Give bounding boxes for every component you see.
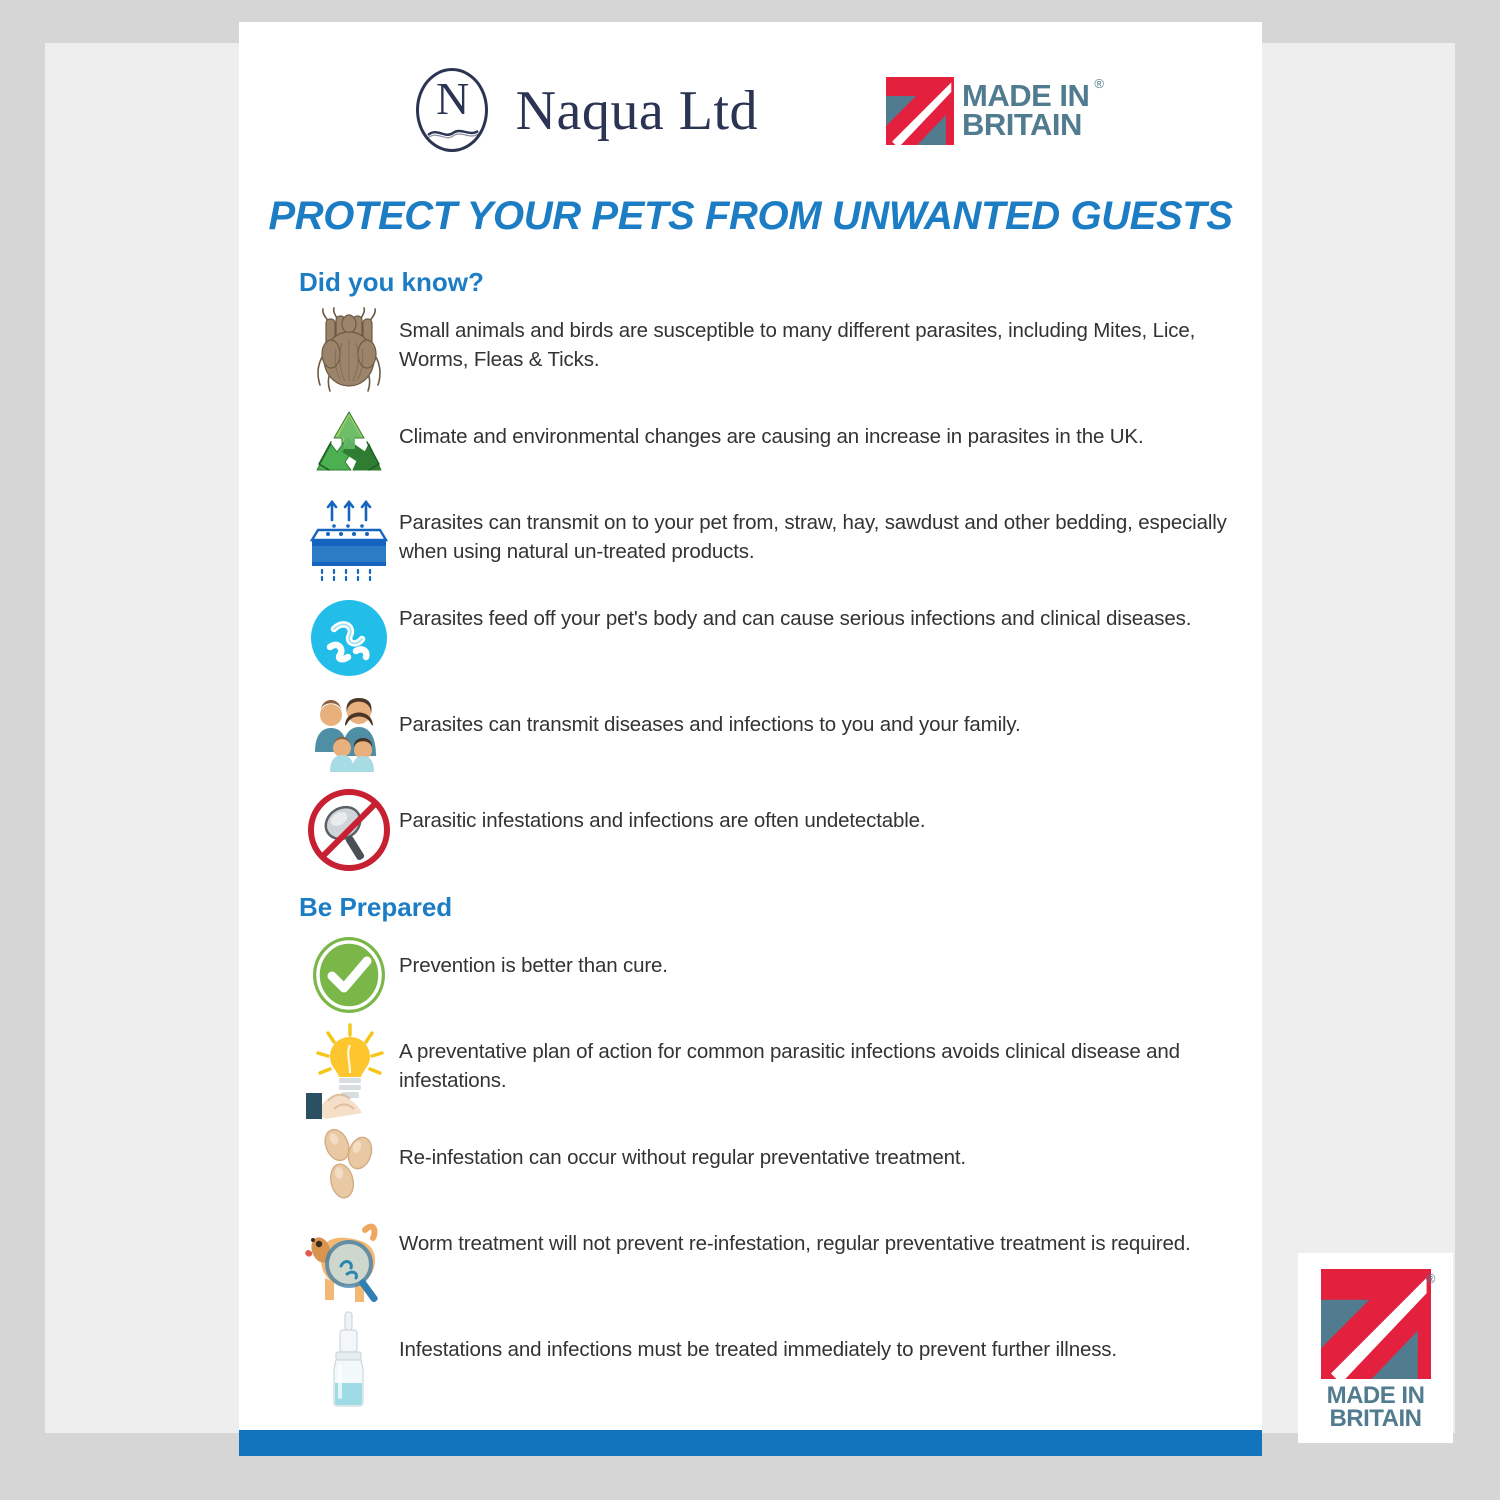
dropper-bottle-icon: [299, 1313, 399, 1405]
made-in-britain-wordmark: [1326, 1382, 1425, 1432]
made-in-britain-arrow-icon: [886, 77, 954, 145]
list-item-text: Re-infestation can occur without regular preventative treatment.: [399, 1146, 966, 1169]
section-be-prepared: [299, 892, 1229, 1409]
list-item: [299, 929, 1229, 1021]
list-item-text: Climate and environmental changes are causing an increase in parasites in the UK.: [399, 425, 1144, 448]
no-magnifier-icon: [299, 784, 399, 876]
made-in-britain-logo-header: [886, 76, 1104, 145]
lightbulb-hand-icon: [299, 1025, 399, 1117]
list-item: [299, 592, 1229, 684]
list-item: [299, 1025, 1229, 1117]
footer-accent-bar: [239, 1430, 1262, 1456]
registered-trademark-icon: ®: [1425, 1271, 1436, 1287]
list-item: [299, 784, 1229, 876]
list-item-text: Worm treatment will not prevent re-infestation, regular preventative treatment is required.: [399, 1232, 1191, 1255]
made-in-britain-badge: [1298, 1253, 1453, 1443]
dog-magnifier-icon: [299, 1217, 399, 1309]
list-item: [299, 1313, 1229, 1405]
list-item-text: A preventative plan of action for common parasitic infections avoids clinical disease and infestations.: [399, 1040, 1180, 1093]
mattress-bedding-icon: [299, 496, 399, 588]
section-heading-be-prepared: Be Prepared: [299, 892, 453, 922]
family-icon: [299, 688, 399, 780]
mib-line-2: BRITAIN: [962, 107, 1082, 142]
list-item-text: Parasites can transmit diseases and infections to you and your family.: [399, 713, 1021, 736]
list-item-text: Parasites feed off your pet's body and can cause serious infections and clinical diseases.: [399, 607, 1192, 630]
naqua-circle-n-icon: N: [412, 66, 494, 156]
list-item-text: Infestations and infections must be treated immediately to prevent further illness.: [399, 1338, 1117, 1361]
page-title: PROTECT YOUR PETS FROM UNWANTED GUESTS: [268, 194, 1233, 238]
brand-lockup: [412, 66, 758, 156]
section-heading-did-you-know: Did you know?: [299, 267, 484, 297]
list-item: [299, 1121, 1229, 1213]
mib-line-1: MADE IN: [962, 78, 1090, 114]
list-item: [299, 688, 1229, 780]
eggs-icon: [299, 1121, 399, 1213]
poster-document: [239, 22, 1262, 1456]
list-item-text: Parasitic infestations and infections are often undetectable.: [399, 809, 926, 832]
list-item: [299, 304, 1229, 396]
brand-name: Naqua Ltd: [515, 80, 759, 142]
list-item-text: Prevention is better than cure.: [399, 954, 668, 977]
list-item: [299, 1217, 1229, 1309]
poster-header: [239, 56, 1262, 166]
made-in-britain-arrow-icon: [1320, 1269, 1436, 1379]
green-check-circle-icon: [299, 929, 399, 1021]
mib-badge-line-2: BRITAIN: [1329, 1405, 1422, 1432]
list-item-text: Small animals and birds are susceptible to many different parasites, including Mites, Lice, Worms, Fleas & Ticks.: [399, 319, 1196, 372]
registered-trademark-icon: ®: [1094, 76, 1104, 92]
recycling-icon: [299, 400, 399, 492]
list-item-text: Parasites can transmit on to your pet from, straw, hay, sawdust and other bedding, especially when using natural un-treated products.: [399, 511, 1227, 564]
mib-badge-line-1: MADE IN: [1326, 1382, 1425, 1410]
section-did-you-know: [299, 267, 1229, 880]
list-item: [299, 496, 1229, 588]
wave-underline-icon: [427, 126, 479, 140]
worms-circle-icon: [299, 592, 399, 684]
mite-icon: [299, 304, 399, 396]
made-in-britain-wordmark: [962, 76, 1104, 142]
list-item: [299, 400, 1229, 492]
